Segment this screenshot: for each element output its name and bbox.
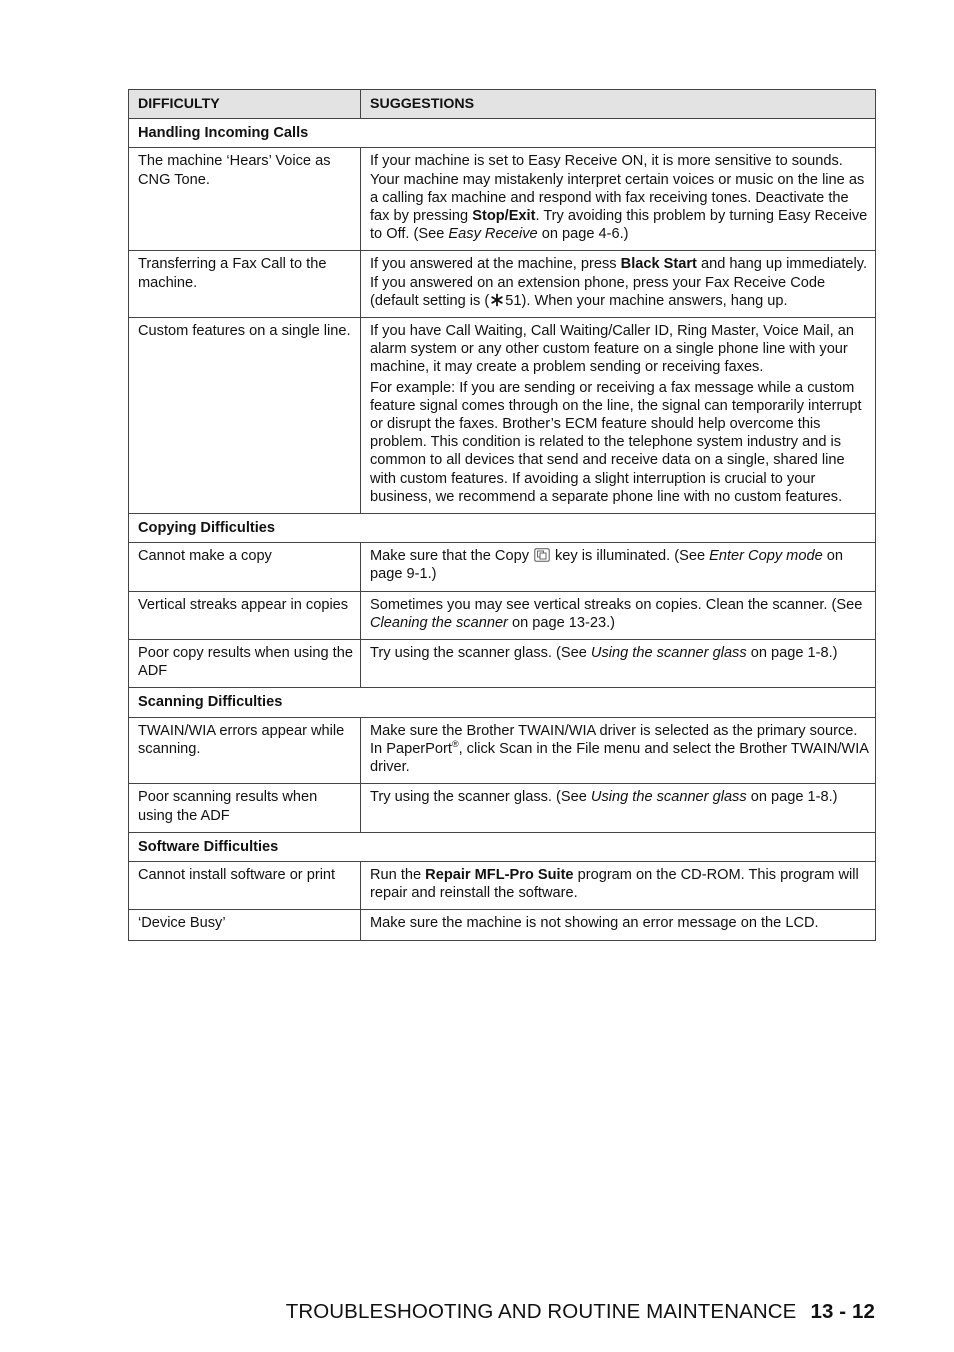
suggestions-header: SUGGESTIONS <box>361 90 876 119</box>
table-row <box>129 910 876 940</box>
difficulty-cell: The machine ‘Hears’ Voice as CNG Tone. <box>129 148 361 251</box>
difficulty-cell: Custom features on a single line. <box>129 318 361 514</box>
suggestion-cell: Make sure the Brother TWAIN/WIA driver is selected as the primary source. In PaperPort®, click Scan in the File menu and select the Brother TWAIN/WIA driver. <box>361 717 876 784</box>
table-row <box>129 251 876 318</box>
table-row <box>129 717 876 784</box>
page-footer <box>286 1300 875 1324</box>
suggestion-cell: If your machine is set to Easy Receive ON, it is more sensitive to sounds. Your machine may mistakenly interpret certain voices or music on the line as a calling fax machine and respond with fax receiving tones. Deactivate the fax by pressing Stop/Exit. Try avoiding this problem by turning Easy Receive to Off. (See Easy Receive on page 4-6.) <box>361 148 876 251</box>
section-row <box>129 688 876 717</box>
chapter-title: TROUBLESHOOTING AND ROUTINE MAINTENANCE <box>285 1300 797 1323</box>
asterisk-key-icon <box>490 293 504 307</box>
suggestion-cell: If you have Call Waiting, Call Waiting/Caller ID, Ring Master, Voice Mail, an alarm system or any other custom feature on a single phone line with your machine, it may create a problem sending or receiving faxes. For example: If you are sending or receiving a fax message while a custom feature signal comes through on the line, the signal can temporarily interrupt or disrupt the faxes. Brother’s ECM feature should help overcome this problem. This condition is related to the telephone system industry and is common to all devices that send and receive data on a single, shared line with custom features. If avoiding a slight interruption is crucial to your business, we recommend a separate phone line with no custom features. <box>361 318 876 514</box>
difficulty-cell: ‘Device Busy’ <box>129 910 361 940</box>
difficulty-header: DIFFICULTY <box>129 90 361 119</box>
suggestion-cell: Try using the scanner glass. (See Using the scanner glass on page 1-8.) <box>361 640 876 688</box>
difficulty-cell: Poor scanning results when using the ADF <box>129 784 361 832</box>
suggestion-cell: Make sure that the Copy key is illuminated. (See Enter Copy mode on page 9-1.) <box>361 543 876 591</box>
table-row <box>129 591 876 639</box>
copy-key-icon <box>534 548 550 562</box>
suggestion-cell: If you answered at the machine, press Black Start and hang up immediately. If you answered on an extension phone, press your Fax Receive Code (default setting is ( 51). When your machine answers, hang up. <box>361 251 876 318</box>
table-row <box>129 148 876 251</box>
difficulty-cell: TWAIN/WIA errors appear while scanning. <box>129 717 361 784</box>
difficulty-cell: Transferring a Fax Call to the machine. <box>129 251 361 318</box>
table-row <box>129 543 876 591</box>
suggestion-cell: Sometimes you may see vertical streaks on copies. Clean the scanner. (See Cleaning the scanner on page 13-23.) <box>361 591 876 639</box>
table-row <box>129 861 876 909</box>
difficulty-cell: Vertical streaks appear in copies <box>129 591 361 639</box>
table-row <box>129 784 876 832</box>
section-row <box>129 514 876 543</box>
section-scanning-difficulties: Scanning Difficulties <box>129 688 876 717</box>
troubleshooting-table <box>128 89 876 941</box>
suggestion-cell: Try using the scanner glass. (See Using the scanner glass on page 1-8.) <box>361 784 876 832</box>
table-row <box>129 640 876 688</box>
difficulty-cell: Poor copy results when using the ADF <box>129 640 361 688</box>
section-row <box>129 119 876 148</box>
section-row <box>129 832 876 861</box>
table-row <box>129 318 876 514</box>
difficulty-cell: Cannot install software or print <box>129 861 361 909</box>
difficulty-cell: Cannot make a copy <box>129 543 361 591</box>
header-row <box>129 90 876 119</box>
suggestion-cell: Make sure the machine is not showing an error message on the LCD. <box>361 910 876 940</box>
section-copying-difficulties: Copying Difficulties <box>129 514 876 543</box>
suggestion-cell: Run the Repair MFL-Pro Suite program on the CD-ROM. This program will repair and reinstall the software. <box>361 861 876 909</box>
page-number: 13 - 12 <box>810 1300 875 1323</box>
section-incoming-calls: Handling Incoming Calls <box>129 119 876 148</box>
section-software-difficulties: Software Difficulties <box>129 832 876 861</box>
